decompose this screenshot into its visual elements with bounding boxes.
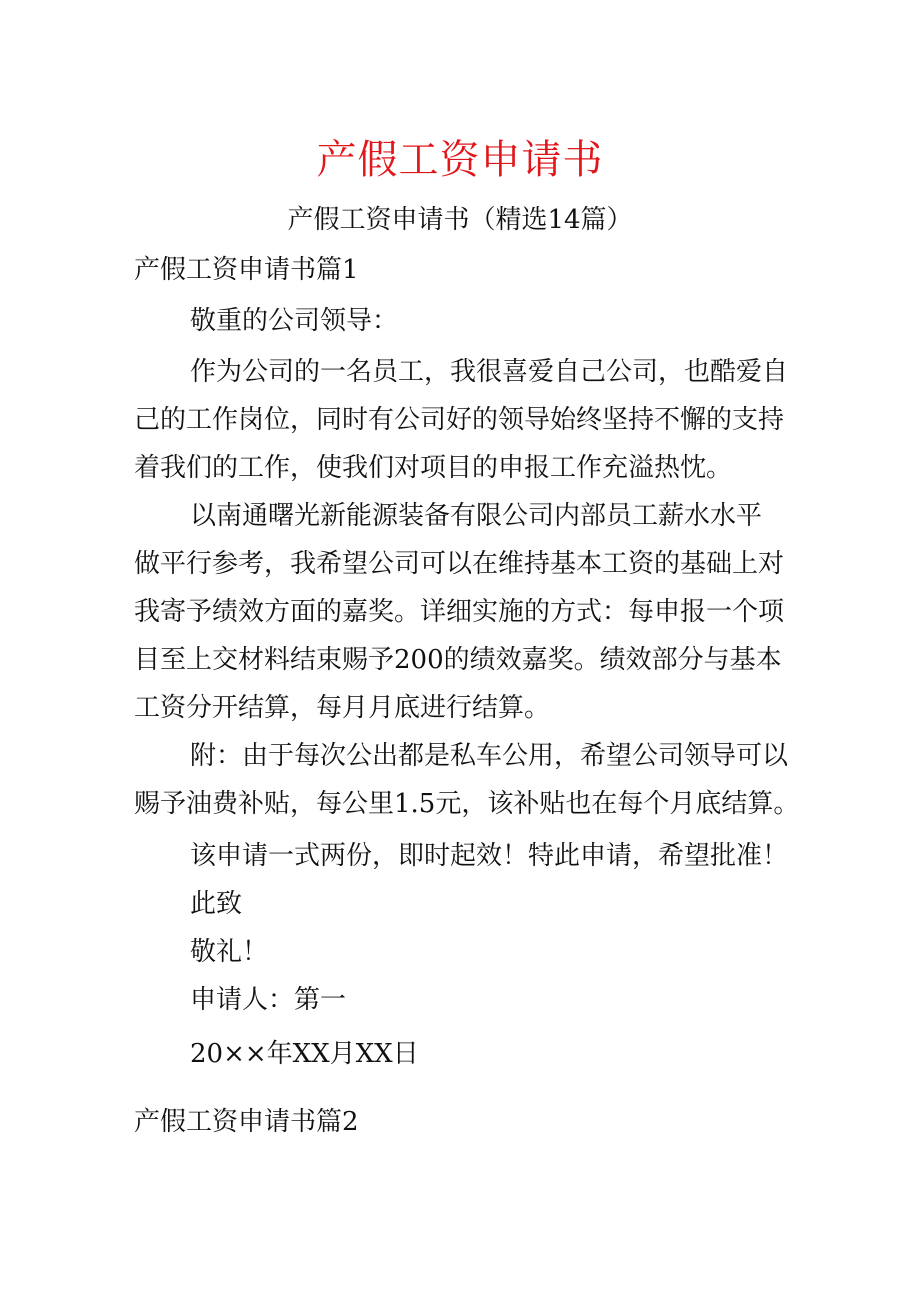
paragraph-line: 目至上交材料结束赐予200的绩效嘉奖。绩效部分与基本 xyxy=(134,645,782,675)
paragraph-line: 该申请一式两份，即时起效！特此申请，希望批准！ xyxy=(190,841,789,871)
section-heading: 产假工资申请书篇1 xyxy=(134,255,359,285)
document-title: 产假工资申请书 xyxy=(316,137,604,183)
paragraph-line: 着我们的工作，使我们对项目的申报工作充溢热忱。 xyxy=(134,453,733,483)
paragraph-line: 以南通曙光新能源装备有限公司内部员工薪水水平 xyxy=(190,501,763,531)
applicant-line: 申请人：第一 xyxy=(190,985,347,1015)
closing-line: 敬礼！ xyxy=(190,937,269,967)
paragraph-line: 我寄予绩效方面的嘉奖。详细实施的方式：每申报一个项 xyxy=(134,597,785,627)
document-subtitle: 产假工资申请书（精选14篇） xyxy=(287,205,633,235)
paragraph-line: 工资分开结算，每月月底进行结算。 xyxy=(134,693,551,723)
closing-line: 此致 xyxy=(190,889,243,919)
salutation: 敬重的公司领导： xyxy=(190,306,399,336)
paragraph-line: 赐予油费补贴，每公里1.5元，该补贴也在每个月底结算。 xyxy=(134,789,800,819)
paragraph-line: 附：由于每次公出都是私车公用，希望公司领导可以 xyxy=(190,741,789,771)
paragraph-line: 作为公司的一名员工，我很喜爱自己公司，也酷爱自 xyxy=(190,357,789,387)
paragraph-line: 做平行参考，我希望公司可以在维持基本工资的基础上对 xyxy=(134,549,785,579)
paragraph-line: 己的工作岗位，同时有公司好的领导始终坚持不懈的支持 xyxy=(134,405,785,435)
date-line: 20××年XX月XX日 xyxy=(190,1039,419,1069)
section-heading: 产假工资申请书篇2 xyxy=(134,1107,359,1137)
